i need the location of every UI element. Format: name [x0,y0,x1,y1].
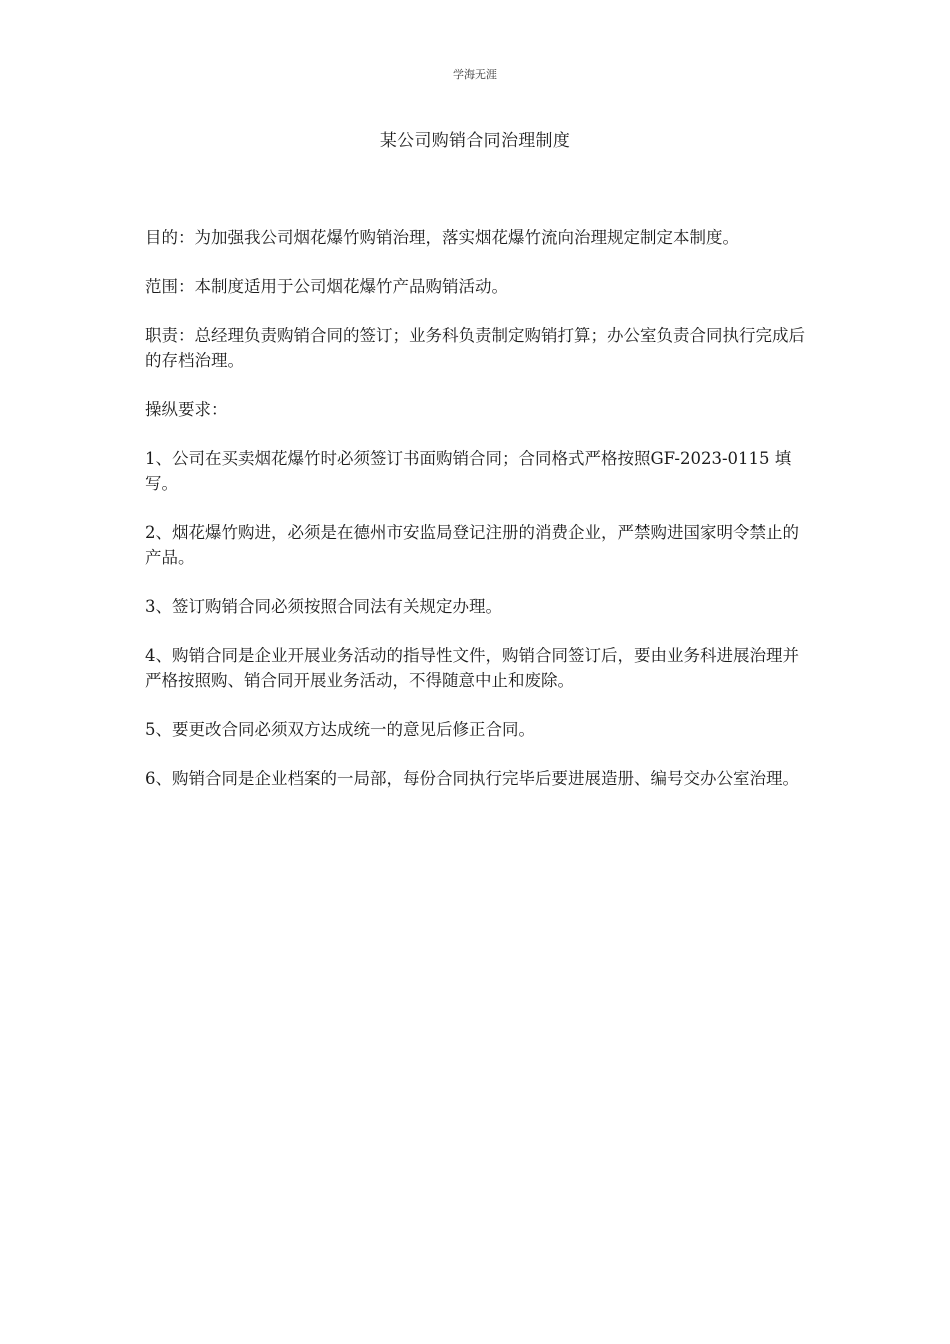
paragraph-item-2: 2、烟花爆竹购进，必须是在德州市安监局登记注册的消费企业，严禁购进国家明令禁止的产品。 [145,523,799,567]
paragraph-item-3: 3、签订购销合同必须按照合同法有关规定办理。 [145,597,502,616]
paragraph-requirements-heading: 操纵要求： [145,400,228,419]
page-header: 学海无涯 [453,68,497,81]
paragraph-item-5: 5、要更改合同必须双方达成统一的意见后修正合同。 [145,720,535,739]
paragraph-item-4: 4、购销合同是企业开展业务活动的指导性文件，购销合同签订后，要由业务科进展治理并严格按照购、销合同开展业务活动，不得随意中止和废除。 [145,646,799,690]
paragraph-responsibilities: 职责：总经理负责购销合同的签订；业务科负责制定购销打算；办公室负责合同执行完成后的存档治理。 [145,326,805,370]
paragraph-scope: 范围：本制度适用于公司烟花爆竹产品购销活动。 [145,277,508,296]
paragraph-item-6: 6、购销合同是企业档案的一局部，每份合同执行完毕后要进展造册、编号交办公室治理。 [145,769,799,788]
document-body [145,225,809,815]
paragraph-purpose: 目的：为加强我公司烟花爆竹购销治理，落实烟花爆竹流向治理规定制定本制度。 [145,228,739,247]
document-title: 某公司购销合同治理制度 [379,131,571,151]
paragraph-item-1: 1、公司在买卖烟花爆竹时必须签订书面购销合同；合同格式严格按照GF-2023-0115 填写。 [145,449,792,493]
